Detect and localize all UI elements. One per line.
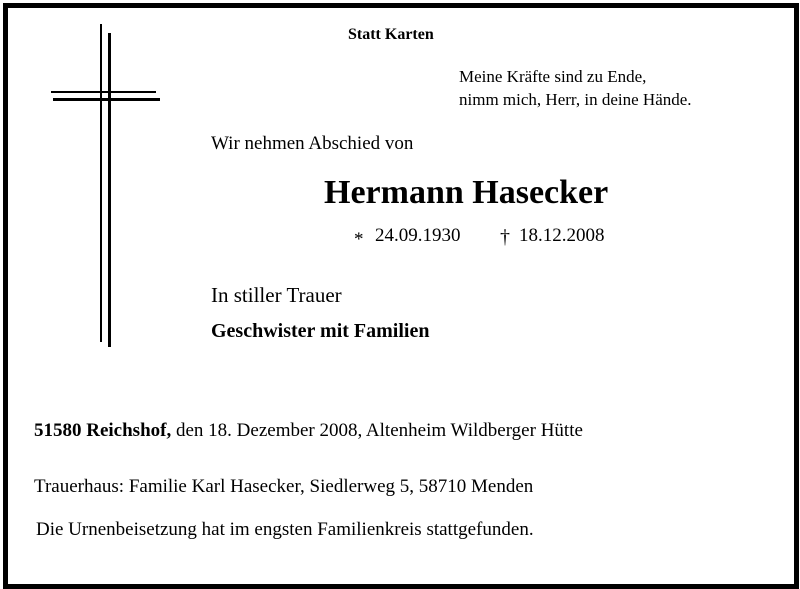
death-dagger-icon: † (500, 226, 510, 248)
location-detail: den 18. Dezember 2008, Altenheim Wildberger Hütte (171, 420, 583, 441)
burial-note: Die Urnenbeisetzung hat im engsten Familienkreis stattgefunden. (36, 519, 534, 540)
mourning-line: In stiller Trauer (211, 283, 342, 307)
birth-star-icon: * (354, 229, 364, 250)
deceased-name: Hermann Hasecker (324, 174, 609, 211)
header-title: Statt Karten (348, 26, 434, 43)
motto-line-2: nimm mich, Herr, in deine Hände. (459, 90, 692, 109)
birth-date: 24.09.1930 (375, 225, 461, 246)
death-date: 18.12.2008 (519, 225, 605, 246)
motto-line-1: Meine Kräfte sind zu Ende, (459, 67, 647, 86)
location-line (34, 420, 583, 442)
mourners: Geschwister mit Familien (211, 320, 430, 342)
trauerhaus-line: Trauerhaus: Familie Karl Hasecker, Siedlerweg 5, 58710 Menden (34, 476, 534, 497)
location-place: 51580 Reichshof, (34, 420, 172, 441)
intro-text: Wir nehmen Abschied von (211, 133, 414, 154)
